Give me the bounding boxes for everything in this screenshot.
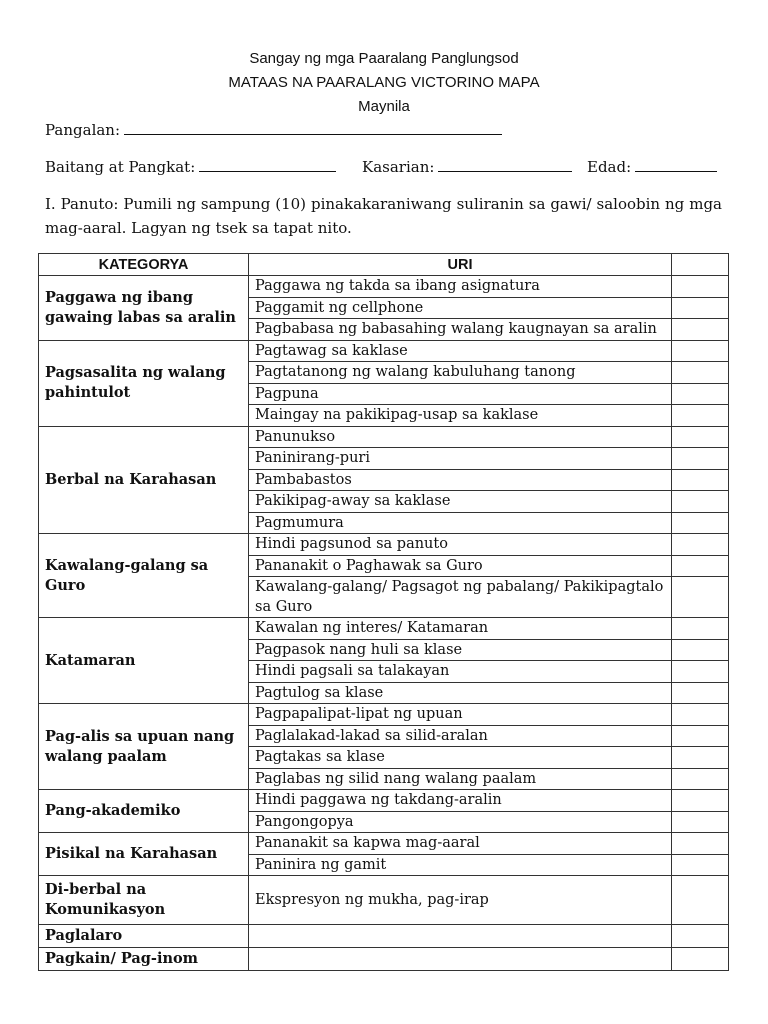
category-cell: Pagsasalita ng walang pahintulot bbox=[39, 340, 249, 426]
category-cell: Kawalang-galang sa Guro bbox=[39, 534, 249, 618]
check-cell[interactable] bbox=[672, 512, 729, 534]
type-cell: Ekspresyon ng mukha, pag-irap bbox=[249, 876, 672, 925]
sex-blank[interactable] bbox=[438, 157, 572, 172]
category-cell: Pisikal na Karahasan bbox=[39, 833, 249, 876]
type-cell: Pagpasok nang huli sa klase bbox=[249, 639, 672, 661]
check-cell[interactable] bbox=[672, 925, 729, 948]
table-row bbox=[39, 340, 729, 362]
type-cell: Pagmumura bbox=[249, 512, 672, 534]
check-cell[interactable] bbox=[672, 747, 729, 769]
type-cell: Pangongopya bbox=[249, 811, 672, 833]
category-cell: Pag-alis sa upuan nang walang paalam bbox=[39, 704, 249, 790]
name-field[interactable] bbox=[45, 120, 502, 140]
type-cell: Maingay na pakikipag-usap sa kaklase bbox=[249, 405, 672, 427]
table-row bbox=[39, 276, 729, 298]
header-city: Maynila bbox=[358, 98, 410, 115]
age-blank[interactable] bbox=[635, 157, 717, 172]
type-cell: Paglabas ng silid nang walang paalam bbox=[249, 768, 672, 790]
grade-section-label: Baitang at Pangkat: bbox=[45, 158, 196, 176]
category-cell: Pang-akademiko bbox=[39, 790, 249, 833]
category-cell: Katamaran bbox=[39, 618, 249, 704]
grade-section-field[interactable] bbox=[45, 157, 336, 177]
sex-label: Kasarian: bbox=[362, 158, 435, 176]
check-cell[interactable] bbox=[672, 577, 729, 618]
check-cell[interactable] bbox=[672, 768, 729, 790]
type-cell: Kawalan ng interes/ Katamaran bbox=[249, 618, 672, 640]
check-cell[interactable] bbox=[672, 639, 729, 661]
category-cell: Pagkain/ Pag-inom bbox=[39, 948, 249, 971]
age-field[interactable] bbox=[587, 157, 717, 177]
category-cell: Di-berbal na Komunikasyon bbox=[39, 876, 249, 925]
category-cell: Paglalaro bbox=[39, 925, 249, 948]
category-cell: Paggawa ng ibang gawaing labas sa aralin bbox=[39, 276, 249, 341]
type-cell: Paglalakad-lakad sa silid-aralan bbox=[249, 725, 672, 747]
name-label: Pangalan: bbox=[45, 121, 121, 139]
check-cell[interactable] bbox=[672, 555, 729, 577]
type-cell: Pagtulog sa klase bbox=[249, 682, 672, 704]
table-row bbox=[39, 618, 729, 640]
type-cell: Hindi paggawa ng takdang-aralin bbox=[249, 790, 672, 812]
table-row bbox=[39, 948, 729, 971]
check-cell[interactable] bbox=[672, 811, 729, 833]
type-cell bbox=[249, 925, 672, 948]
check-cell[interactable] bbox=[672, 405, 729, 427]
type-cell: Paggawa ng takda sa ibang asignatura bbox=[249, 276, 672, 298]
type-cell: Pagbabasa ng babasahing walang kaugnayan sa aralin bbox=[249, 319, 672, 341]
category-cell: Berbal na Karahasan bbox=[39, 426, 249, 534]
check-cell[interactable] bbox=[672, 682, 729, 704]
table-row bbox=[39, 534, 729, 556]
check-cell[interactable] bbox=[672, 854, 729, 876]
type-cell: Pagpapalipat-lipat ng upuan bbox=[249, 704, 672, 726]
check-cell[interactable] bbox=[672, 362, 729, 384]
check-cell[interactable] bbox=[672, 297, 729, 319]
check-cell[interactable] bbox=[672, 833, 729, 855]
check-cell[interactable] bbox=[672, 469, 729, 491]
check-cell[interactable] bbox=[672, 276, 729, 298]
instructions: I. Panuto: Pumili ng sampung (10) pinakakaraniwang suliranin sa gawi/ saloobin ng mga mag-aaral. Lagyan ng tsek sa tapat nito. bbox=[45, 195, 722, 237]
type-cell: Pananakit o Paghawak sa Guro bbox=[249, 555, 672, 577]
table-row bbox=[39, 704, 729, 726]
check-cell[interactable] bbox=[672, 618, 729, 640]
header-division: Sangay ng mga Paaralang Panglungsod bbox=[249, 50, 519, 67]
column-header-type: URI bbox=[249, 254, 672, 276]
sex-field[interactable] bbox=[362, 157, 572, 177]
type-cell: Pagtakas sa klase bbox=[249, 747, 672, 769]
check-cell[interactable] bbox=[672, 876, 729, 925]
type-cell: Pakikipag-away sa kaklase bbox=[249, 491, 672, 513]
type-cell: Pagtawag sa kaklase bbox=[249, 340, 672, 362]
table-row bbox=[39, 833, 729, 855]
type-cell: Hindi pagsali sa talakayan bbox=[249, 661, 672, 683]
type-cell: Pambabastos bbox=[249, 469, 672, 491]
type-cell: Paninira ng gamit bbox=[249, 854, 672, 876]
grade-section-blank[interactable] bbox=[199, 157, 336, 172]
type-cell bbox=[249, 948, 672, 971]
check-cell[interactable] bbox=[672, 448, 729, 470]
check-cell[interactable] bbox=[672, 725, 729, 747]
type-cell: Pagpuna bbox=[249, 383, 672, 405]
check-cell[interactable] bbox=[672, 491, 729, 513]
check-cell[interactable] bbox=[672, 383, 729, 405]
check-cell[interactable] bbox=[672, 790, 729, 812]
header-school: MATAAS NA PAARALANG VICTORINO MAPA bbox=[228, 74, 540, 91]
name-blank[interactable] bbox=[124, 120, 502, 135]
check-cell[interactable] bbox=[672, 319, 729, 341]
check-cell[interactable] bbox=[672, 661, 729, 683]
type-cell: Panunukso bbox=[249, 426, 672, 448]
table-header-row bbox=[39, 254, 729, 276]
age-label: Edad: bbox=[587, 158, 632, 176]
check-cell[interactable] bbox=[672, 534, 729, 556]
table-row bbox=[39, 790, 729, 812]
table-row bbox=[39, 876, 729, 925]
type-cell: Pagtatanong ng walang kabuluhang tanong bbox=[249, 362, 672, 384]
check-cell[interactable] bbox=[672, 704, 729, 726]
type-cell: Kawalang-galang/ Pagsagot ng pabalang/ Pakikipagtalo sa Guro bbox=[249, 577, 672, 618]
type-cell: Paninirang-puri bbox=[249, 448, 672, 470]
behavior-table bbox=[38, 253, 729, 971]
column-header-category: KATEGORYA bbox=[39, 254, 249, 276]
column-header-check bbox=[672, 254, 729, 276]
type-cell: Pananakit sa kapwa mag-aaral bbox=[249, 833, 672, 855]
check-cell[interactable] bbox=[672, 948, 729, 971]
check-cell[interactable] bbox=[672, 340, 729, 362]
type-cell: Hindi pagsunod sa panuto bbox=[249, 534, 672, 556]
table-row bbox=[39, 925, 729, 948]
type-cell: Paggamit ng cellphone bbox=[249, 297, 672, 319]
table-row bbox=[39, 426, 729, 448]
check-cell[interactable] bbox=[672, 426, 729, 448]
